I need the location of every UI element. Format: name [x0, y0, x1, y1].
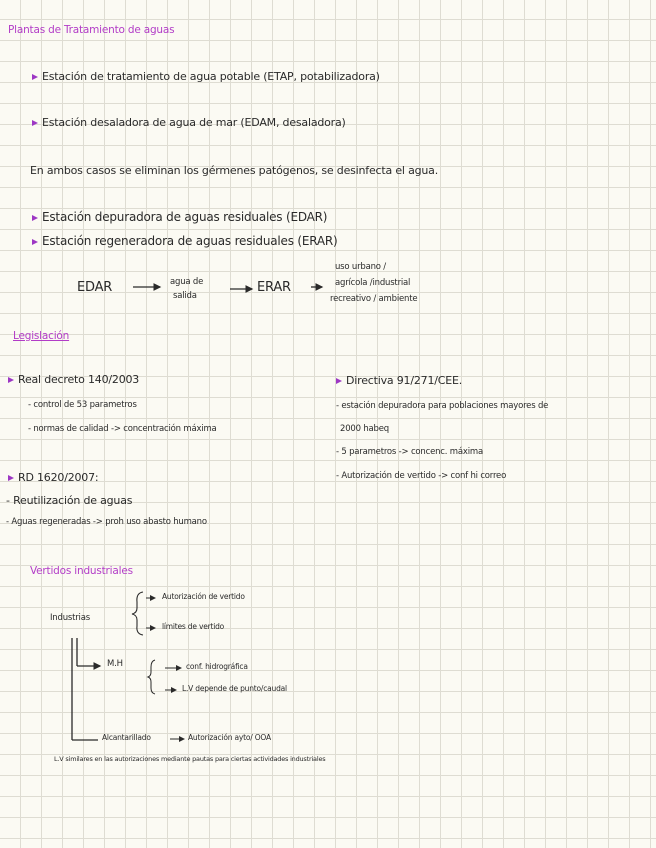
directiva-item: - estación depuradora para poblaciones mayores de: [336, 401, 549, 411]
alcantarillado-item: Autorización ayto/ OOA: [188, 733, 271, 742]
brace-item: Autorización de vertido: [162, 592, 245, 601]
flow-edar: EDAR: [77, 280, 113, 295]
real-decreto-item: - normas de calidad -> concentración máxima: [28, 424, 217, 434]
directiva-item: - Autorización de vertido -> conf hi correo: [336, 471, 507, 481]
brace-industrias: [132, 592, 143, 635]
brace-mh: [148, 660, 155, 694]
alcantarillado-node: Alcantarillado: [102, 733, 151, 742]
flow-uses-line1: uso urbano /: [335, 262, 386, 272]
mh-node: M.H: [107, 659, 123, 669]
vertidos-heading: Vertidos industriales: [30, 565, 133, 577]
flow-salida-line2: salida: [173, 291, 197, 301]
mh-item: conf. hidrográfica: [186, 662, 248, 671]
plant-edam: Estación desaladora de agua de mar (EDAM, desaladora): [32, 117, 346, 128]
plant-edar: Estación depuradora de aguas residuales (EDAR): [32, 211, 327, 223]
common-note: En ambos casos se eliminan los gérmenes patógenos, se desinfecta el agua.: [30, 164, 438, 177]
rd-1620-item: - Reutilización de aguas: [6, 494, 133, 507]
plant-erar: Estación regeneradora de aguas residuales (ERAR): [32, 235, 338, 247]
page-title: Plantas de Tratamiento de aguas: [8, 24, 175, 36]
flow-uses-line3: recreativo / ambiente: [330, 294, 418, 304]
flow-erar: ERAR: [257, 280, 291, 295]
real-decreto-item: - control de 53 parametros: [28, 400, 137, 410]
flow-uses-line2: agrícola /industrial: [335, 278, 411, 288]
mh-item: L.V depende de punto/caudal: [182, 684, 287, 693]
rd-1620-title: RD 1620/2007:: [8, 472, 98, 483]
directiva-item: 2000 habeq: [340, 424, 389, 434]
brace-item: límites de vertido: [162, 622, 225, 631]
directiva-item: - 5 parametros -> concenc. máxima: [336, 447, 483, 457]
plant-etap: Estación de tratamiento de agua potable (ETAP, potabilizadora): [32, 71, 380, 82]
real-decreto-title: Real decreto 140/2003: [8, 374, 139, 385]
directiva-title: Directiva 91/271/CEE.: [336, 375, 462, 386]
legislacion-heading: Legislación: [13, 330, 70, 342]
flow-salida-line1: agua de: [170, 277, 204, 287]
industrias-root: Industrias: [50, 613, 90, 623]
vertidos-footnote: L.V similares en las autorizaciones mediante pautas para ciertas actividades industriales: [54, 755, 326, 763]
rd-1620-item: - Aguas regeneradas -> proh uso abasto humano: [6, 517, 207, 527]
